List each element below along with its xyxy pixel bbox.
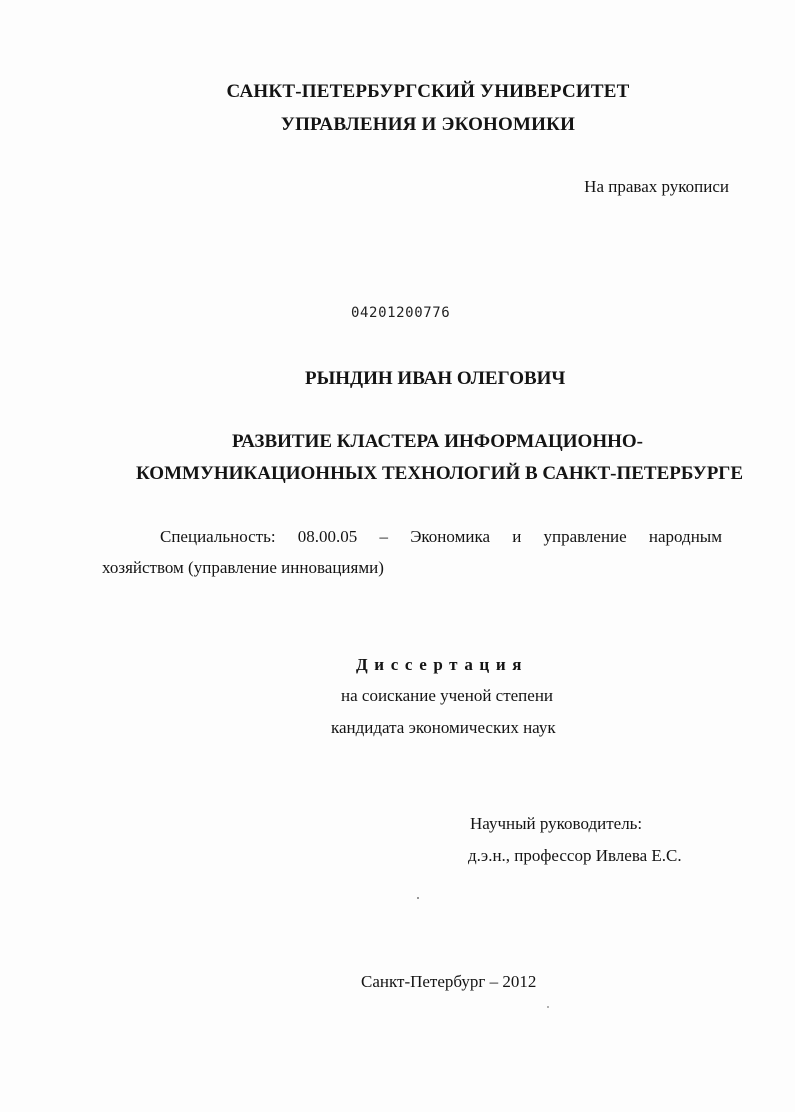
dissertation-label: Диссертация xyxy=(356,655,529,674)
dissertation-title-line2: КОММУНИКАЦИОННЫХ ТЕХНОЛОГИЙ В САНКТ-ПЕТЕРБУРГЕ xyxy=(136,463,744,484)
degree-line2: кандидата экономических наук xyxy=(331,718,556,737)
university-name-line1: САНКТ-ПЕТЕРБУРГСКИЙ УНИВЕРСИТЕТ xyxy=(226,81,630,102)
author-name: РЫНДИН ИВАН ОЛЕГОВИЧ xyxy=(305,368,566,389)
manuscript-rights-note: На правах рукописи xyxy=(584,177,729,196)
city-year: Санкт-Петербург – 2012 xyxy=(361,972,537,991)
university-name-line2: УПРАВЛЕНИЯ И ЭКОНОМИКИ xyxy=(280,114,576,135)
scan-speck xyxy=(547,1006,549,1008)
dissertation-title-line1: РАЗВИТИЕ КЛАСТЕРА ИНФОРМАЦИОННО- xyxy=(232,431,643,452)
scan-speck xyxy=(417,897,419,899)
advisor-name: д.э.н., профессор Ивлева Е.С. xyxy=(468,846,682,865)
specialty-line2: хозяйством (управление инновациями) xyxy=(102,558,384,577)
degree-line1: на соискание ученой степени xyxy=(341,686,554,705)
advisor-label: Научный руководитель: xyxy=(470,814,643,833)
specialty-line1: Специальность: 08.00.05 – Экономика и управление народным xyxy=(160,527,722,546)
document-code: 04201200776 xyxy=(351,305,451,321)
